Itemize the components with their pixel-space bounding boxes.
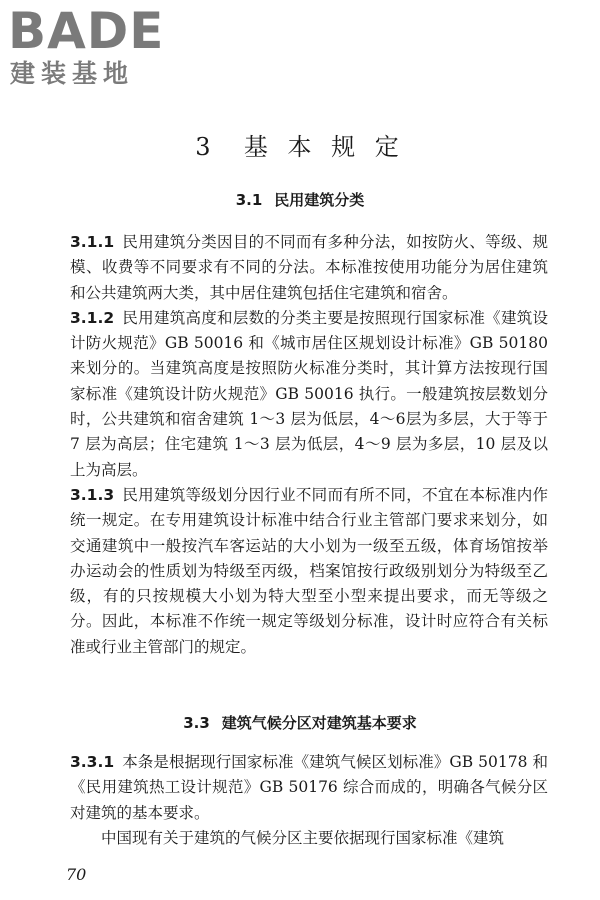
chapter-heading: 基 本 规 定 [243,133,405,161]
section-heading-3-1 [0,190,600,210]
section-number: 3.3 [183,714,210,732]
clause-number: 3.1.2 [70,308,115,327]
chapter-title [0,133,600,161]
clause-3-1-2 [70,306,548,483]
body-paragraph: 中国现有关于建筑的气候分区主要依据现行国家标准《建筑 [101,828,505,847]
clause-number: 3.1.1 [70,233,115,251]
clause-text: 民用建筑分类因目的不同而有多种分法，如按防火、等级、规模、收费等不同要求有不同的分法。本标准按使用功能分为居住建筑和公共建筑两大类，其中居住建筑包括住宅建筑和宿舍。 [70,233,548,302]
bade-logo [8,2,178,92]
clause-text: 民用建筑高度和层数的分类主要是按照现行国家标准《建筑设计防火规范》GB 50016 和《城市居住区规划设计标准》GB 50180 来划分的。当建筑高度是按照防火标准分类时，其计算方法按现行国家标准《建筑设计防火规范》GB 50016 执行。一般建筑按层数划分时，公共建筑和宿舍建筑 1～3 层为低层，4～6层为多层，大于等于 7 层为高层；住宅建筑 1～3 层为低层，4～9 层为多层，10 层及以上为高层。 [70,308,548,479]
chapter-number: 3 [195,133,217,161]
logo-subtitle: 建装基地 [10,59,135,88]
section-number: 3.1 [235,191,263,209]
clause-3-3-1 [70,750,548,826]
clause-number: 3.1.3 [70,485,115,504]
logo-wordmark: BADE [8,2,165,60]
section-3-1-body [70,230,548,660]
section-title-text: 民用建筑分类 [274,191,365,209]
clause-3-1-3 [70,483,548,660]
page-number: 70 [66,865,87,884]
section-title-text: 建筑气候分区对建筑基本要求 [221,714,417,732]
section-heading-3-3 [0,713,600,733]
section-3-3-body [70,750,548,851]
clause-3-1-1 [70,230,548,306]
clause-number: 3.3.1 [70,753,115,771]
clause-text: 本条是根据现行国家标准《建筑气候区划标准》GB 50178 和《民用建筑热工设计规范》GB 50176 综合而成的，明确各气候分区对建筑的基本要求。 [70,753,548,822]
clause-text: 民用建筑等级划分因行业不同而有所不同，不宜在本标准内作统一规定。在专用建筑设计标准中结合行业主管部门要求来划分，如交通建筑中一般按汽车客运站的大小划为一级至五级，体育场馆按举办运动会的性质划为特级至丙级，档案馆按行政级别划分为特级至乙级，有的只按规模大小划为特大型至小型来提出要求，而无等级之分。因此，本标准不作统一规定等级划分标准，设计时应符合有关标准或行业主管部门的规定。 [70,485,548,656]
